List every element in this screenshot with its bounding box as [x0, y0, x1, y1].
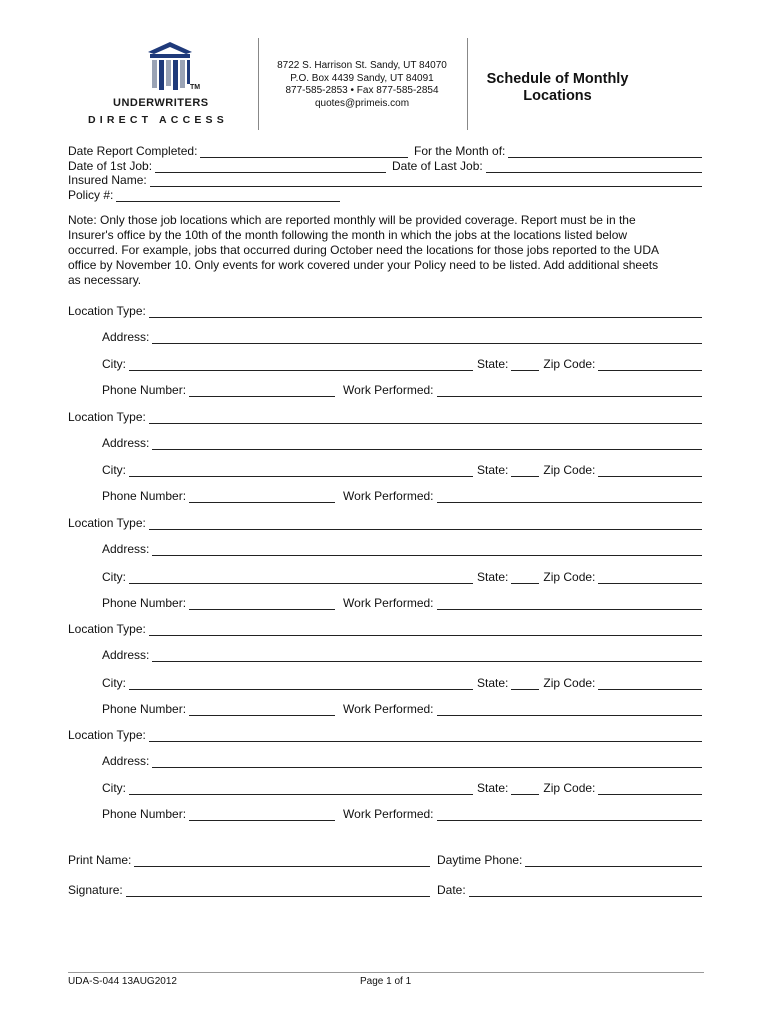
address-row [102, 541, 702, 556]
signature-row [68, 882, 430, 897]
phone-number-field[interactable] [189, 385, 335, 397]
state-field[interactable] [511, 465, 539, 477]
location-type-field[interactable] [149, 624, 702, 636]
date-of-last-job-label: Date of Last Job: [392, 159, 483, 173]
company-logo [86, 40, 246, 130]
work-performed-field[interactable] [437, 704, 702, 716]
footer-divider [68, 972, 704, 973]
location-type-field[interactable] [149, 518, 702, 530]
note-line: occurred. For example, jobs that occurred during October need the locations for those jobs reported to the UDA [68, 243, 659, 257]
page-number: Page 1 of 1 [360, 976, 412, 987]
location-type-field[interactable] [149, 412, 702, 424]
phone-number-label: Phone Number: [102, 383, 187, 397]
work-performed-field[interactable] [437, 491, 702, 503]
form-title-line2: Locations [523, 88, 592, 104]
address-label: Address: [102, 436, 150, 450]
policy-number-row [68, 187, 340, 202]
work-performed-field[interactable] [437, 385, 702, 397]
city-field[interactable] [129, 572, 473, 584]
address-label: Address: [102, 330, 150, 344]
address-field[interactable] [152, 332, 702, 344]
city-label: City: [102, 781, 126, 795]
note-line: office by November 10. Only events for work covered under your Policy need to be listed. Add additional sheets [68, 258, 659, 272]
location-type-row [68, 409, 702, 424]
print-name-label: Print Name: [68, 853, 132, 867]
phone-work-row [102, 806, 702, 821]
logo-word-top: UNDERWRITERS [113, 97, 209, 109]
date-last-job-row [392, 158, 702, 173]
date-field[interactable] [469, 885, 702, 897]
address-line: P.O. Box 4439 Sandy, UT 84091 [290, 72, 434, 84]
work-performed-label: Work Performed: [343, 702, 434, 716]
city-label: City: [102, 570, 126, 584]
phone-number-field[interactable] [189, 809, 335, 821]
zip-code-field[interactable] [598, 678, 702, 690]
state-field[interactable] [511, 359, 539, 371]
location-type-row [68, 621, 702, 636]
note-line: as necessary. [68, 273, 142, 287]
state-label: State: [477, 676, 509, 690]
address-row [102, 329, 702, 344]
header-divider-left [258, 38, 259, 130]
location-type-field[interactable] [149, 730, 702, 742]
city-label: City: [102, 357, 126, 371]
phone-work-row [102, 488, 702, 503]
address-field[interactable] [152, 438, 702, 450]
insured-name-label: Insured Name: [68, 173, 147, 187]
city-label: City: [102, 463, 126, 477]
location-type-row [68, 727, 702, 742]
location-type-label: Location Type: [68, 410, 146, 424]
city-state-zip-row [102, 462, 702, 477]
address-label: Address: [102, 754, 150, 768]
state-field[interactable] [511, 678, 539, 690]
location-type-label: Location Type: [68, 304, 146, 318]
state-label: State: [477, 570, 509, 584]
form-title-line1: Schedule of Monthly [486, 71, 629, 87]
note-line: Note: Only those job locations which are reported monthly will be provided coverage. Report must be in the [68, 213, 636, 227]
city-state-zip-row [102, 569, 702, 584]
daytime-phone-label: Daytime Phone: [437, 853, 523, 867]
address-field[interactable] [152, 756, 702, 768]
phone-number-field[interactable] [189, 704, 335, 716]
address-line: quotes@primeis.com [314, 97, 410, 109]
location-type-row [68, 303, 702, 318]
zip-code-label: Zip Code: [543, 781, 596, 795]
zip-code-field[interactable] [598, 359, 702, 371]
location-type-field[interactable] [149, 306, 702, 318]
address-row [102, 753, 702, 768]
phone-work-row [102, 701, 702, 716]
address-line: 8722 S. Harrison St. Sandy, UT 84070 [277, 60, 447, 71]
company-address [262, 60, 462, 110]
form-id: UDA-S-044 13AUG2012 [68, 976, 177, 987]
location-type-label: Location Type: [68, 516, 146, 530]
location-type-row [68, 515, 702, 530]
city-field[interactable] [129, 678, 473, 690]
state-field[interactable] [511, 783, 539, 795]
phone-work-row [102, 595, 702, 610]
address-line: 877-585-2853 • Fax 877-585-2854 [285, 85, 439, 96]
zip-code-label: Zip Code: [543, 570, 596, 584]
state-field[interactable] [511, 572, 539, 584]
date-row [437, 882, 702, 897]
signature-field[interactable] [126, 885, 430, 897]
city-state-zip-row [102, 675, 702, 690]
address-field[interactable] [152, 544, 702, 556]
policy-number-field[interactable] [116, 190, 340, 202]
location-type-label: Location Type: [68, 728, 146, 742]
print-name-field[interactable] [134, 855, 430, 867]
work-performed-label: Work Performed: [343, 383, 434, 397]
city-state-zip-row [102, 780, 702, 795]
phone-number-label: Phone Number: [102, 489, 187, 503]
address-field[interactable] [152, 650, 702, 662]
for-month-row [414, 143, 702, 158]
header-divider-right [467, 38, 468, 130]
city-field[interactable] [129, 783, 473, 795]
date-report-completed-row [68, 143, 408, 158]
state-label: State: [477, 463, 509, 477]
zip-code-label: Zip Code: [543, 463, 596, 477]
insured-name-row [68, 172, 702, 187]
zip-code-label: Zip Code: [543, 357, 596, 371]
address-row [102, 647, 702, 662]
print-name-row [68, 852, 430, 867]
date-report-completed-field[interactable] [200, 146, 408, 158]
location-type-label: Location Type: [68, 622, 146, 636]
daytime-phone-row [437, 852, 702, 867]
for-the-month-of-label: For the Month of: [414, 144, 506, 158]
daytime-phone-field[interactable] [525, 855, 702, 867]
zip-code-field[interactable] [598, 572, 702, 584]
address-label: Address: [102, 542, 150, 556]
policy-number-label: Policy #: [68, 188, 114, 202]
zip-code-label: Zip Code: [543, 676, 596, 690]
city-field[interactable] [129, 465, 473, 477]
signature-label: Signature: [68, 883, 123, 897]
logo-tm: TM [190, 84, 201, 91]
city-state-zip-row [102, 356, 702, 371]
work-performed-label: Work Performed: [343, 596, 434, 610]
city-field[interactable] [129, 359, 473, 371]
work-performed-label: Work Performed: [343, 807, 434, 821]
address-row [102, 435, 702, 450]
zip-code-field[interactable] [598, 465, 702, 477]
note-line: Insurer's office by the 10th of the month following the month in which the jobs at the locations listed below [68, 228, 628, 242]
phone-number-label: Phone Number: [102, 807, 187, 821]
state-label: State: [477, 781, 509, 795]
work-performed-field[interactable] [437, 809, 702, 821]
form-title [470, 71, 645, 105]
date-first-job-row [68, 158, 386, 173]
zip-code-field[interactable] [598, 783, 702, 795]
insured-name-field[interactable] [150, 175, 702, 187]
date-label: Date: [437, 883, 466, 897]
date-of-first-job-label: Date of 1st Job: [68, 159, 153, 173]
logo-word-bottom: DIRECT ACCESS [88, 114, 228, 126]
date-report-completed-label: Date Report Completed: [68, 144, 198, 158]
phone-number-field[interactable] [189, 598, 335, 610]
phone-number-field[interactable] [189, 491, 335, 503]
phone-number-label: Phone Number: [102, 702, 187, 716]
phone-number-label: Phone Number: [102, 596, 187, 610]
coverage-note [68, 213, 708, 288]
city-label: City: [102, 676, 126, 690]
address-label: Address: [102, 648, 150, 662]
phone-work-row [102, 382, 702, 397]
for-the-month-of-field[interactable] [508, 146, 702, 158]
state-label: State: [477, 357, 509, 371]
work-performed-field[interactable] [437, 598, 702, 610]
work-performed-label: Work Performed: [343, 489, 434, 503]
